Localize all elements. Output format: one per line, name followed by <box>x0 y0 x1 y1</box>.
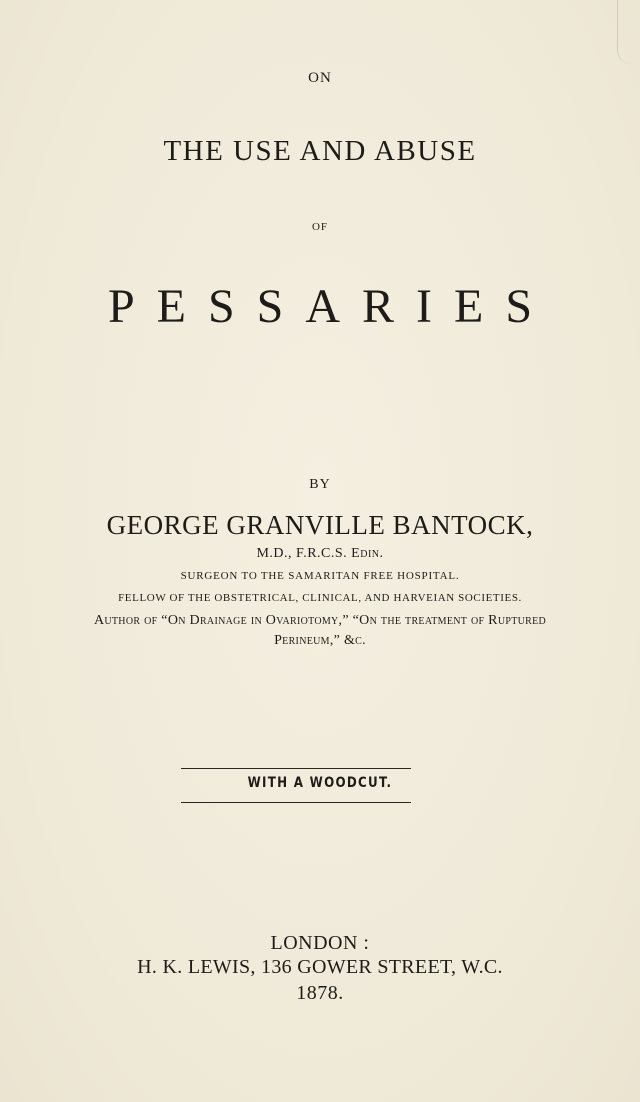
byline-by: BY <box>309 477 331 492</box>
woodcut-rule-bottom <box>181 802 411 803</box>
page-corner-mark <box>617 0 640 64</box>
author-works-line-2: Perineum,” &c. <box>274 633 366 648</box>
imprint-publisher: H. K. LEWIS, 136 GOWER STREET, W.C. <box>137 956 503 978</box>
imprint-city: LONDON : <box>270 932 370 954</box>
book-subject: PESSARIES <box>107 280 555 333</box>
preposition-of: OF <box>311 221 329 233</box>
book-title: THE USE AND ABUSE <box>163 135 477 167</box>
imprint-year: 1878. <box>296 982 344 1004</box>
woodcut-rule-top <box>181 768 411 769</box>
author-works-line-1: Author of “On Drainage in Ovariotomy,” “On the treatment of Ruptured <box>93 613 547 628</box>
illustration-note: WITH A WOODCUT. <box>247 775 393 791</box>
author-position: SURGEON TO THE SAMARITAN FREE HOSPITAL. <box>180 570 460 582</box>
preposition-on: ON <box>308 70 332 86</box>
author-name: GEORGE GRANVILLE BANTOCK, <box>106 510 534 540</box>
author-fellowship: FELLOW OF THE OBSTETRICAL, CLINICAL, AND HARVEIAN SOCIETIES. <box>118 592 522 604</box>
author-degrees: M.D., F.R.C.S. Edin. <box>256 546 384 561</box>
